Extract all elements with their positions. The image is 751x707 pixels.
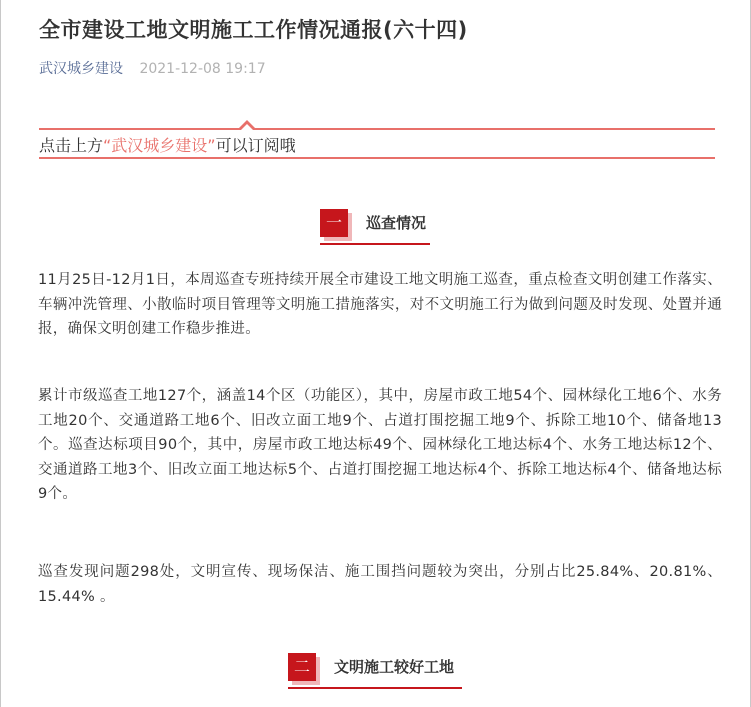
section-underline <box>320 243 430 245</box>
subscribe-prefix: 点击上方 <box>39 136 104 155</box>
paragraph-3: 巡查发现问题298处，文明宣传、现场保洁、施工围挡问题较为突出，分别占比25.84%、20.81%、15.44% 。 <box>38 564 722 605</box>
section-underline <box>288 687 462 689</box>
section-number-badge: 二 <box>288 653 316 681</box>
subscribe-suffix: 可以订阅哦 <box>215 136 296 155</box>
article-meta <box>39 58 266 78</box>
section-number-badge: 一 <box>320 209 348 237</box>
paragraph-2: 累计市级巡查工地127个，涵盖14个区（功能区），其中，房屋市政工地54个、园林绿化工地6个、水务工地20个、交通道路工地6个、旧改立面工地9个、占道打围挖掘工地9个、拆除工地10个、储备地13个。巡查达标项目90个，其中，房屋市政工地达标49个、园林绿化工地达标4个、水务工地达标12个、交通道路工地3个、旧改立面工地达标5个、占道打围挖掘工地达标4个、拆除工地达标4个、储备地达标9个。 <box>38 388 722 502</box>
publish-date: 2021-12-08 19:17 <box>139 61 266 77</box>
subscribe-banner <box>39 133 296 156</box>
subscribe-account-link[interactable]: “武汉城乡建设” <box>103 136 216 155</box>
section-heading-2 <box>288 653 462 693</box>
subscribe-arrow-inner <box>241 124 253 130</box>
article-title: 全市建设工地文明施工工作情况通报(六十四) <box>39 18 468 42</box>
subscribe-top-line <box>39 128 715 130</box>
paragraph-1: 11月25日-12月1日，本周巡查专班持续开展全市建设工地文明施工巡查，重点检查文明创建工作落实、车辆冲洗管理、小散临时项目管理等文明施工措施落实，对不文明施工行为做到问题及时发现、处置并通报，确保文明创建工作稳步推进。 <box>38 272 722 337</box>
author-link[interactable]: 武汉城乡建设 <box>39 61 123 77</box>
subscribe-bottom-line <box>39 157 715 159</box>
section-title: 文明施工较好工地 <box>334 658 455 676</box>
section-title: 巡查情况 <box>366 214 427 232</box>
section-heading-1 <box>320 209 430 249</box>
